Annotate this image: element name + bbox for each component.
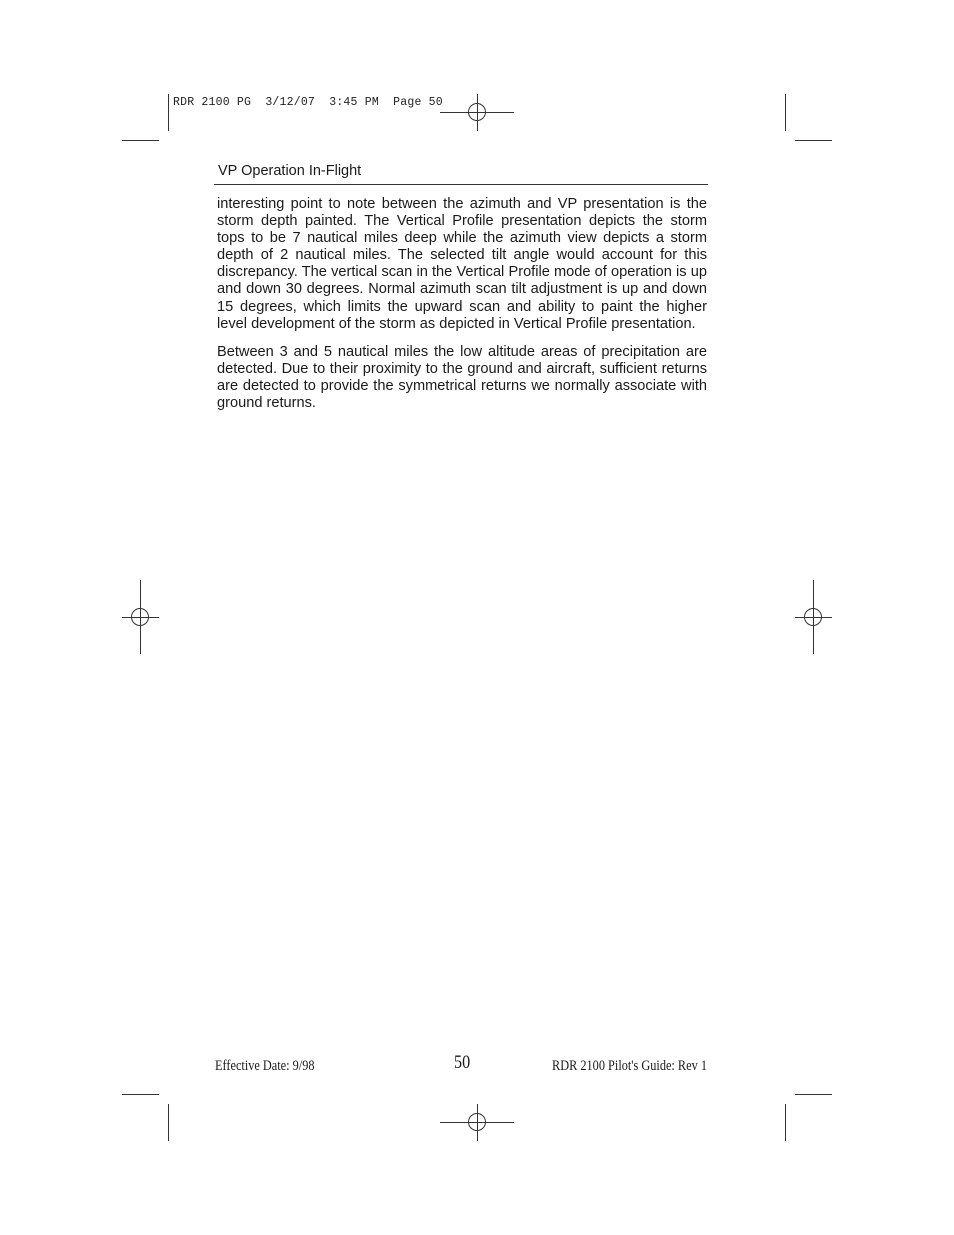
crop-mark bbox=[122, 1094, 159, 1095]
paragraph: interesting point to note between the azimuth and VP presentation is the storm depth painted. The Vertical Profile presentation depicts the storm tops to be 7 nautical miles deep while the azimuth view depicts a storm depth of 2 nautical miles. The selected tilt angle would account for this discrepancy. The vertical scan in the Vertical Profile mode of operation is up and down 30 degrees. Normal azimuth scan tilt adjustment is up and down 15 degrees, which limits the upward scan and ability to paint the higher level development of the storm as depicted in Vertical Profile presentation. bbox=[217, 196, 707, 332]
crop-mark bbox=[795, 1094, 832, 1095]
running-head: VP Operation In-Flight bbox=[218, 163, 362, 179]
footer-guide-title: RDR 2100 Pilot's Guide: Rev 1 bbox=[552, 1058, 707, 1074]
registration-circle-icon bbox=[468, 1113, 486, 1131]
crop-mark bbox=[122, 140, 159, 141]
registration-circle-icon bbox=[804, 608, 822, 626]
crop-mark bbox=[168, 94, 169, 131]
crop-mark bbox=[168, 1104, 169, 1141]
header-rule bbox=[214, 184, 708, 185]
footer-effective-date: Effective Date: 9/98 bbox=[215, 1058, 315, 1074]
crop-mark bbox=[785, 94, 786, 131]
registration-circle-icon bbox=[468, 103, 486, 121]
body-text bbox=[217, 196, 707, 423]
printer-slug: RDR 2100 PG 3/12/07 3:45 PM Page 50 bbox=[173, 96, 443, 109]
page-number: 50 bbox=[454, 1052, 471, 1073]
crop-mark bbox=[795, 140, 832, 141]
paragraph: Between 3 and 5 nautical miles the low altitude areas of precipitation are detected. Due to their proximity to the ground and aircraft, sufficient returns are detected to provide the symmetrical returns we normally associate with ground returns. bbox=[217, 343, 707, 412]
registration-circle-icon bbox=[131, 608, 149, 626]
crop-mark bbox=[785, 1104, 786, 1141]
